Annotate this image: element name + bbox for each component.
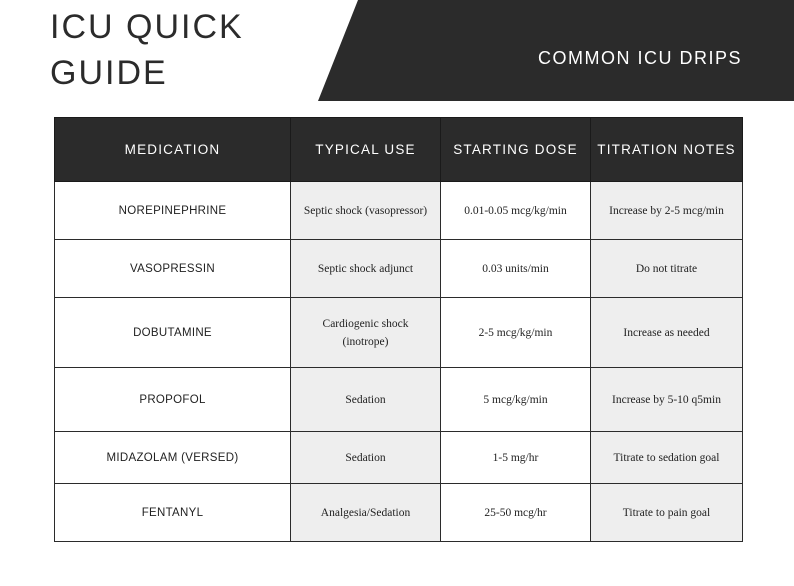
table-row [55,368,743,432]
header-starting-dose: STARTING DOSE [441,118,591,182]
header-titration-notes: TITRATION NOTES [591,118,743,182]
drips-table [54,117,743,542]
cell-starting-dose: 0.03 units/min [441,240,591,298]
cell-typical-use [291,240,441,298]
table-row [55,298,743,368]
cell-use-line: Sedation [345,393,386,406]
page-title-line-1: ICU QUICK [50,8,244,46]
cell-starting-dose: 0.01-0.05 mcg/kg/min [441,182,591,240]
cell-medication: NOREPINEPHRINE [55,182,291,240]
cell-use-line: Septic shock adjunct [317,262,414,275]
banner-title: COMMON ICU DRIPS [538,48,742,68]
cell-titration-notes: Titrate to sedation goal [591,432,743,484]
cell-typical-use [291,182,441,240]
table-row [55,182,743,240]
table-row [55,484,743,542]
cell-titration-notes: Increase by 2-5 mcg/min [591,182,743,240]
cell-medication: VASOPRESSIN [55,240,291,298]
cell-typical-use [291,432,441,484]
cell-titration-notes: Increase as needed [591,298,743,368]
cell-starting-dose: 2-5 mcg/kg/min [441,298,591,368]
cell-medication: FENTANYL [55,484,291,542]
cell-titration-notes: Increase by 5-10 q5min [591,368,743,432]
cell-typical-use [291,368,441,432]
table-row [55,432,743,484]
cell-titration-notes: Titrate to pain goal [591,484,743,542]
header-medication: MEDICATION [55,118,291,182]
table-header-row [55,118,743,182]
cell-use-line: Sedation [345,451,386,464]
cell-use-line: Analgesia/Sedation [320,506,411,519]
table-row [55,240,743,298]
cell-starting-dose: 5 mcg/kg/min [441,368,591,432]
cell-medication: DOBUTAMINE [55,298,291,368]
cell-use-line: (inotrope) [342,335,389,348]
cell-starting-dose: 25-50 mcg/hr [441,484,591,542]
cell-starting-dose: 1-5 mg/hr [441,432,591,484]
cell-titration-notes: Do not titrate [591,240,743,298]
cell-use-line: Septic shock (vasopressor) [303,204,428,217]
cell-medication: MIDAZOLAM (VERSED) [55,432,291,484]
cell-typical-use [291,484,441,542]
page-title-line-2: GUIDE [50,54,168,92]
cell-use-line: Cardiogenic shock [322,317,409,330]
cell-typical-use [291,298,441,368]
cell-medication: PROPOFOL [55,368,291,432]
page-title [50,4,244,96]
header-typical-use: TYPICAL USE [291,118,441,182]
